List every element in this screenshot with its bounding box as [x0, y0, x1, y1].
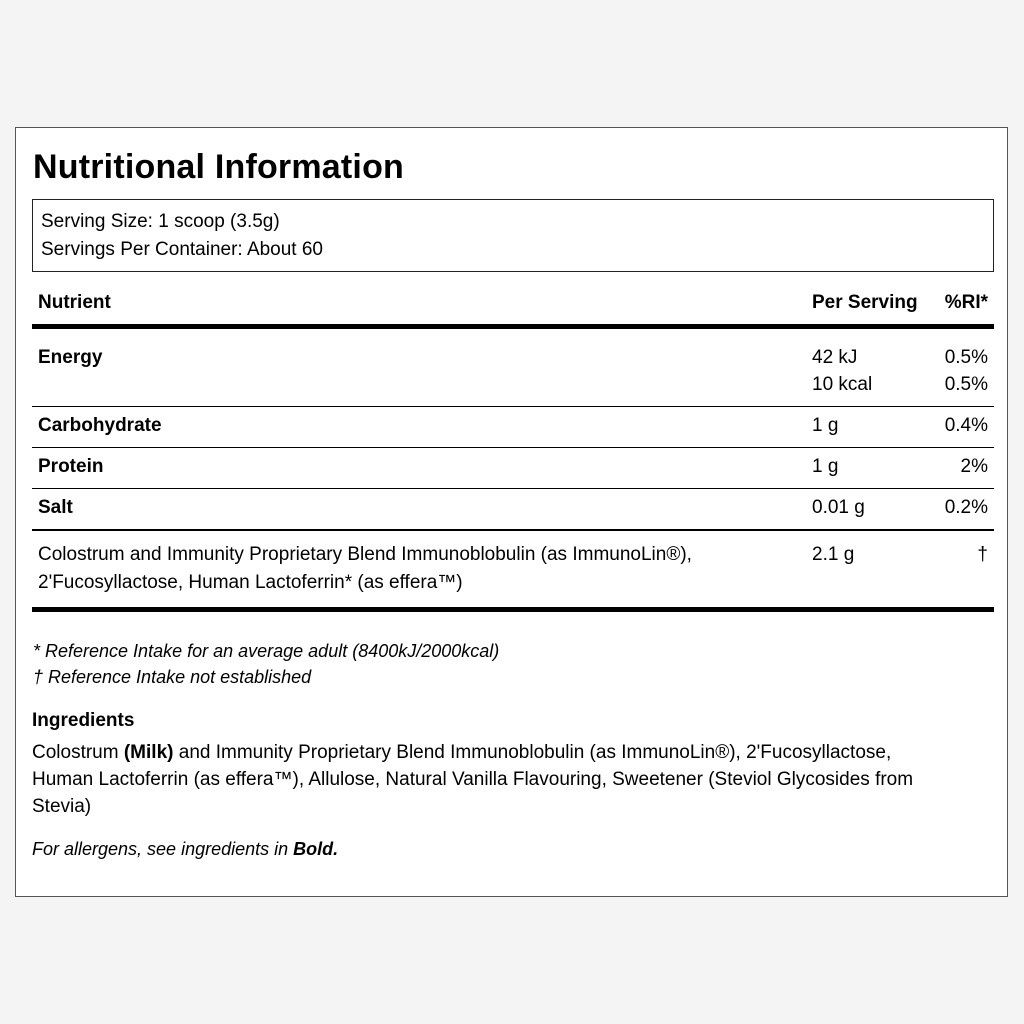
- blend-name: [38, 541, 692, 597]
- allergen-milk: (Milk): [123, 742, 174, 763]
- table-row-proprietary-blend: [32, 531, 994, 612]
- per-serving-value: 10 kcal: [812, 374, 873, 395]
- ri-footnote: * Reference Intake for an average adult (8400kJ/2000kcal): [33, 641, 500, 661]
- per-serving-value: 42 kJ: [812, 347, 858, 368]
- blend-name-line2: 2'Fucosyllactose, Human Lactoferrin* (as effera™): [38, 572, 463, 593]
- ingredients-heading: Ingredients: [32, 710, 135, 731]
- nutrient-name: Salt: [38, 497, 73, 518]
- ingredients-line2: Human Lactoferrin (as effera™), Allulose, Natural Vanilla Flavouring, Sweetener (Steviol Glycosides from: [32, 769, 914, 790]
- allergen-note-bold: Bold.: [293, 839, 339, 859]
- ri-value: 0.5%: [944, 347, 988, 368]
- per-serving-value: 1 g: [812, 456, 839, 477]
- ingredients-list: [32, 739, 972, 820]
- ingredients-line1-rest: and Immunity Proprietary Blend Immunoblobulin (as ImmunoLin®), 2'Fucosyllactose,: [173, 742, 892, 763]
- table-header-row: [32, 278, 994, 329]
- table-row-carbohydrate: [32, 407, 994, 448]
- ri-value: †: [977, 544, 988, 565]
- allergen-note: [32, 839, 338, 860]
- header-ri: %RI*: [944, 292, 988, 313]
- footnotes: [33, 638, 499, 690]
- table-row-protein: [32, 448, 994, 489]
- ingredients-line3: Stevia): [32, 796, 92, 817]
- nutrient-name: Protein: [38, 456, 104, 477]
- table-row-energy-kcal: [32, 367, 994, 407]
- nutrition-table: [32, 278, 994, 612]
- nutrient-name: Carbohydrate: [38, 415, 162, 436]
- header-per-serving: Per Serving: [812, 292, 918, 313]
- serving-size: Serving Size: 1 scoop (3.5g): [41, 211, 280, 232]
- per-serving-value: 2.1 g: [812, 544, 855, 565]
- page-title: Nutritional Information: [33, 148, 405, 186]
- dagger-footnote: † Reference Intake not established: [33, 667, 312, 687]
- blend-name-line1: Colostrum and Immunity Proprietary Blend Immunoblobulin (as ImmunoLin®),: [38, 544, 692, 565]
- per-serving-value: 0.01 g: [812, 497, 865, 518]
- per-serving-value: 1 g: [812, 415, 839, 436]
- allergen-note-text: For allergens, see ingredients in: [32, 839, 294, 859]
- table-row-salt: [32, 489, 994, 531]
- servings-per-container: Servings Per Container: About 60: [41, 239, 324, 260]
- ingredients-prefix: Colostrum: [32, 742, 124, 763]
- header-nutrient: Nutrient: [38, 292, 111, 313]
- ri-value: 0.2%: [944, 497, 988, 518]
- ri-value: 2%: [960, 456, 988, 477]
- table-row-energy-kj: [32, 329, 994, 367]
- nutrition-panel: [15, 127, 1008, 897]
- serving-info-box: [32, 199, 994, 272]
- nutrient-name: Energy: [38, 347, 103, 368]
- ri-value: 0.4%: [944, 415, 988, 436]
- ri-value: 0.5%: [944, 374, 988, 395]
